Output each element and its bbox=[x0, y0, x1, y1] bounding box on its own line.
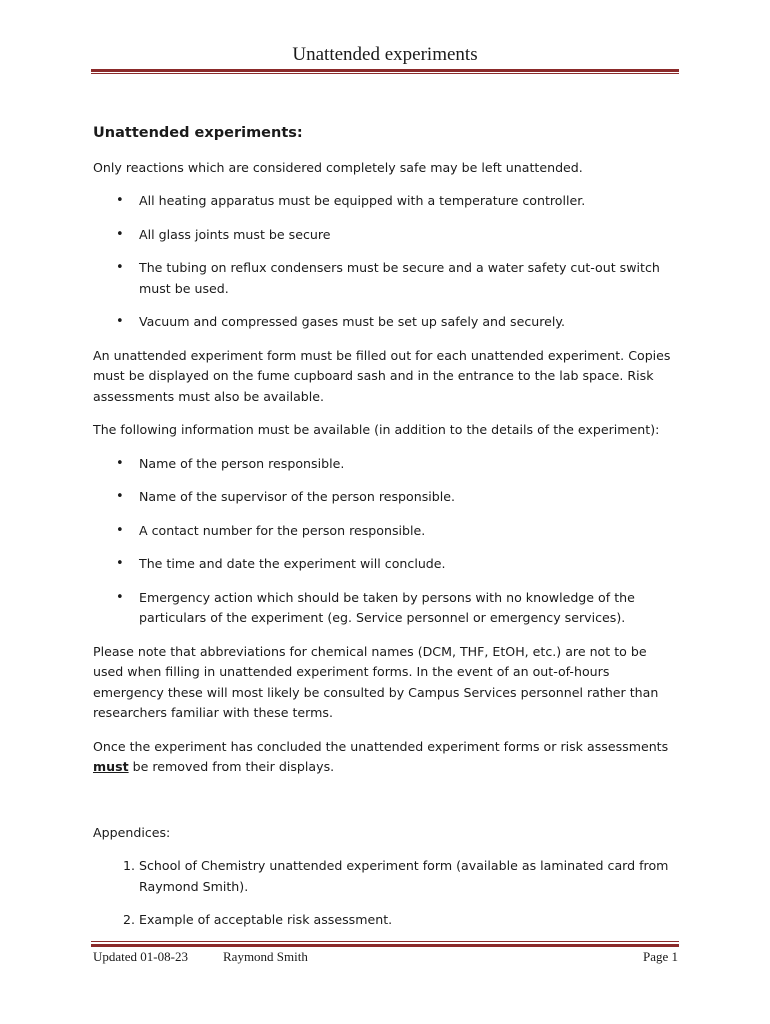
form-paragraph: An unattended experiment form must be filled out for each unattended experiment. Copies must be displayed on the fume cupboard sash and in the entrance to the lab space. Risk assessments must also be available. bbox=[93, 347, 671, 404]
info-list bbox=[93, 454, 678, 629]
footer-rule-thin bbox=[91, 941, 679, 942]
footer-page-number: Page 1 bbox=[642, 949, 678, 964]
list-item: • Vacuum and compressed gases must be set up safely and securely. bbox=[139, 312, 678, 333]
appendices-label: Appendices: bbox=[93, 824, 171, 840]
header-rule-thin bbox=[91, 73, 679, 74]
list-item: • Emergency action which should be taken by persons with no knowledge of the particulars of the experiment (eg. Service personnel or emergency services). bbox=[139, 588, 678, 629]
list-item: 2. Example of acceptable risk assessment. bbox=[139, 910, 678, 931]
list-item: • A contact number for the person responsible. bbox=[139, 521, 678, 542]
rules-list bbox=[93, 191, 678, 333]
list-item: • Name of the person responsible. bbox=[139, 454, 678, 475]
page-header-title: Unattended experiments bbox=[292, 44, 478, 65]
removal-paragraph bbox=[93, 737, 678, 778]
footer-author: Raymond Smith bbox=[223, 949, 308, 964]
document-body bbox=[93, 123, 678, 944]
list-item: • All heating apparatus must be equipped with a temperature controller. bbox=[139, 191, 678, 212]
removal-text-start: Once the experiment has concluded the unattended experiment forms or risk assessments bbox=[93, 738, 669, 754]
abbreviations-paragraph: Please note that abbreviations for chemical names (DCM, THF, EtOH, etc.) are not to be used when filling in unattended experiment forms. In the event of an out-of-hours emergency these will most likely be consulted by Campus Services personnel rather than researchers familiar with these terms. bbox=[93, 643, 659, 720]
list-item: • Name of the supervisor of the person responsible. bbox=[139, 487, 678, 508]
section-heading: Unattended experiments: bbox=[93, 125, 303, 141]
must-emphasis: must bbox=[93, 759, 129, 774]
list-item: • The time and date the experiment will conclude. bbox=[139, 554, 678, 575]
list-item: • The tubing on reflux condensers must be secure and a water safety cut-out switch must be used. bbox=[139, 258, 678, 299]
intro-paragraph: Only reactions which are considered completely safe may be left unattended. bbox=[93, 159, 583, 175]
removal-text-end: be removed from their displays. bbox=[132, 759, 335, 774]
list-item: 1. School of Chemistry unattended experiment form (available as laminated card from Raymond Smith). bbox=[139, 856, 678, 897]
footer-rule-thick bbox=[91, 944, 679, 947]
footer-updated-date: Updated 01-08-23 bbox=[93, 949, 188, 964]
header-rule-thick bbox=[91, 69, 679, 72]
list-item: • All glass joints must be secure bbox=[139, 225, 678, 246]
info-intro-paragraph: The following information must be available (in addition to the details of the experiment): bbox=[93, 422, 660, 437]
appendices-list bbox=[93, 856, 678, 931]
